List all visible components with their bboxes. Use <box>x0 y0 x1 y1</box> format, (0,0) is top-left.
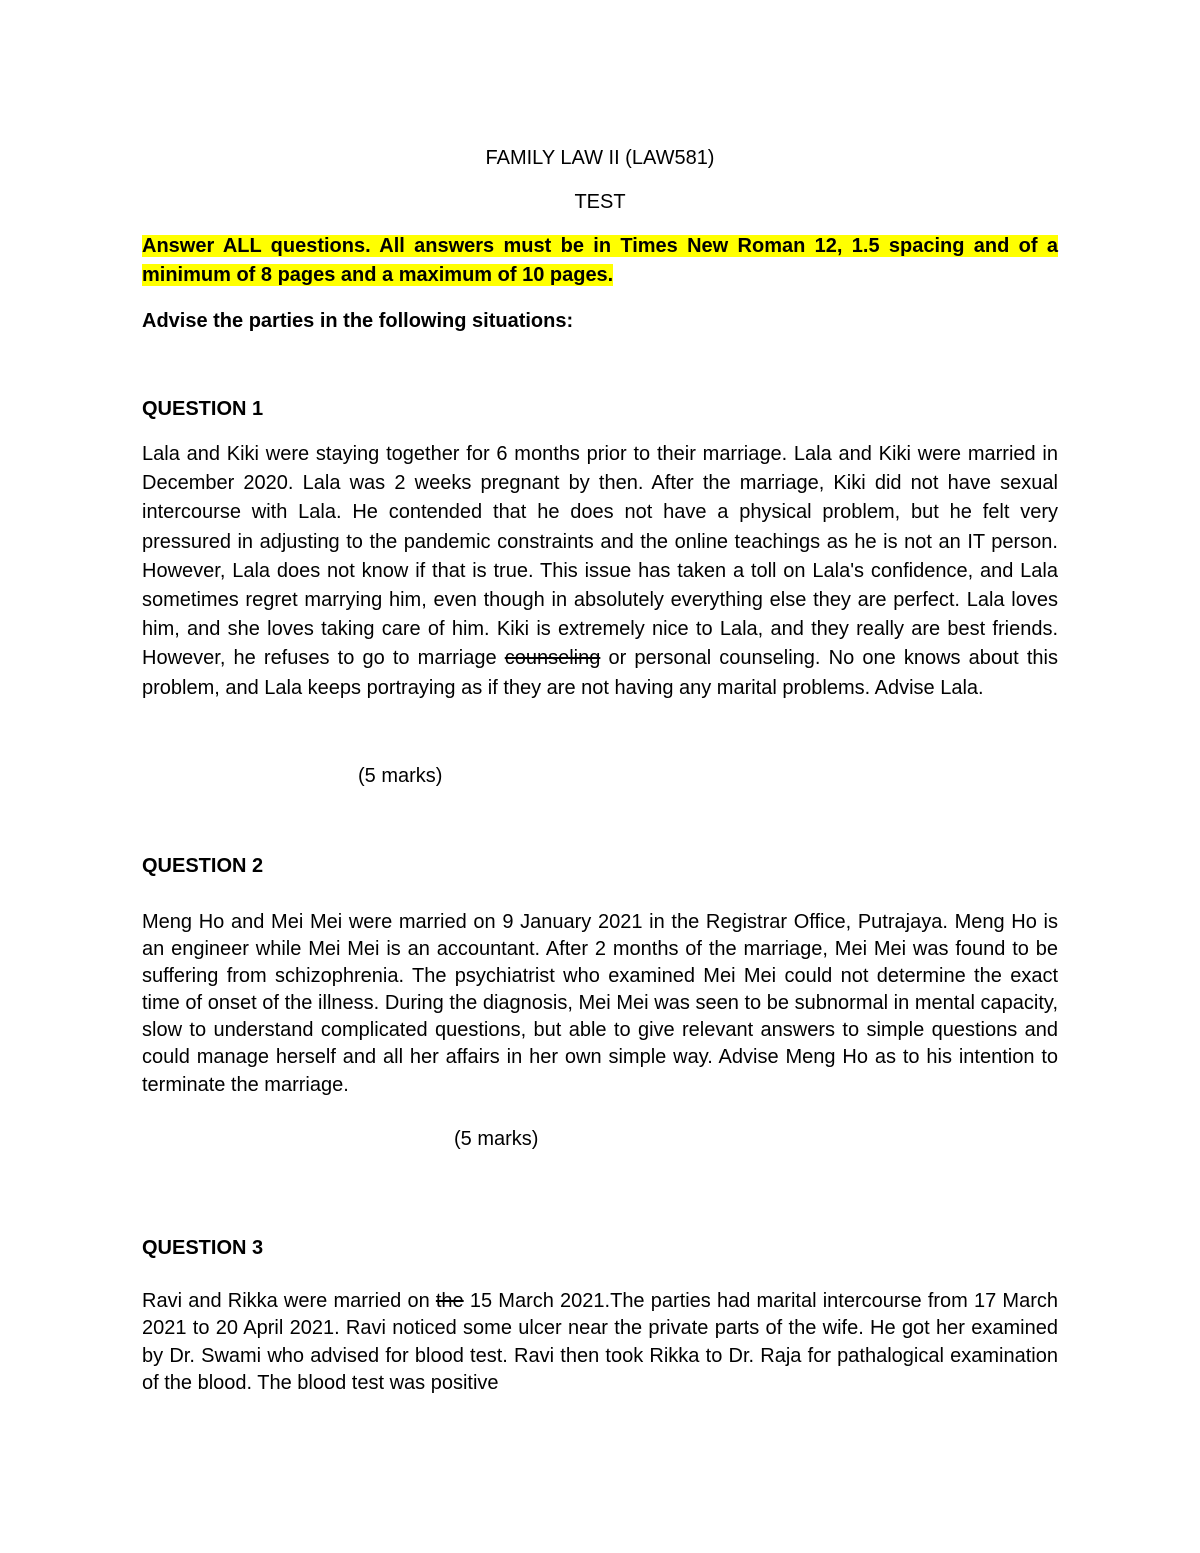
document-page <box>142 0 1058 1553</box>
question-1-text-part-2: or personal counseling. No one knows about this problem, and Lala keeps portraying as if they are not having any marital problems. Advise Lala. <box>142 647 1058 699</box>
question-1-text <box>142 440 1058 703</box>
question-3-text-part-1: Ravi and Rikka were married on <box>142 1290 436 1312</box>
advise-heading: Advise the parties in the following situations: <box>142 310 574 332</box>
question-1-marks: (5 marks) <box>358 765 443 787</box>
question-3-struck-word: the <box>435 1290 464 1312</box>
question-1-struck-word: counseling <box>504 647 601 670</box>
test-label: TEST <box>574 191 626 213</box>
question-1-text-part-1: Lala and Kiki were staying together for 6 months prior to their marriage. Lala and Kiki were married in December 2020. Lala was 2 weeks pregnant by then. After the marriage, Kiki did not have sexual intercourse with Lala. He contended that he does not have a physical problem, but he felt very pressured in adjusting to the pandemic constraints and the online teachings as he is not an IT person. However, Lala does not know if that is true. This issue has taken a toll on Lala's confidence, and Lala sometimes regret marrying him, even though in absolutely everything else they are perfect. Lala loves him, and she loves taking care of him. Kiki is extremely nice to Lala, and they really are best friends. However, he refuses to go to marriage <box>142 443 1058 670</box>
question-3-text-part-2: 15 March 2021.The parties had marital intercourse from 17 March 2021 to 20 April 2021. Ravi noticed some ulcer near the private parts of the wife. He got her examined by Dr. Swami who advised for blood test. Ravi then took Rikka to Dr. Raja for pathalogical examination of the blood. The blood test was positive <box>142 1290 1058 1394</box>
question-3-heading: QUESTION 3 <box>142 1237 264 1259</box>
question-2-heading: QUESTION 2 <box>142 855 264 877</box>
instructions-highlighted-text: Answer ALL questions. All answers must be in Times New Roman 12, 1.5 spacing and of a minimum of 8 pages and a maximum of 10 pages. <box>142 235 1058 286</box>
question-1-heading: QUESTION 1 <box>142 398 264 420</box>
question-2-marks: (5 marks) <box>454 1128 539 1150</box>
course-title: FAMILY LAW II (LAW581) <box>485 147 715 169</box>
question-3-text <box>142 1288 1058 1397</box>
instructions <box>142 232 1058 290</box>
question-2-text: Meng Ho and Mei Mei were married on 9 January 2021 in the Registrar Office, Putrajaya. Meng Ho is an engineer while Mei Mei is an accountant. After 2 months of the marriage, Mei Mei was found to be suffering from schizophrenia. The psychiatrist who examined Mei Mei could not determine the exact time of onset of the illness. During the diagnosis, Mei Mei was seen to be subnormal in mental capacity, slow to understand complicated questions, but able to give relevant answers to simple questions and could manage herself and all her affairs in her own simple way. Advise Meng Ho as to his intention to terminate the marriage. <box>142 911 1058 1096</box>
